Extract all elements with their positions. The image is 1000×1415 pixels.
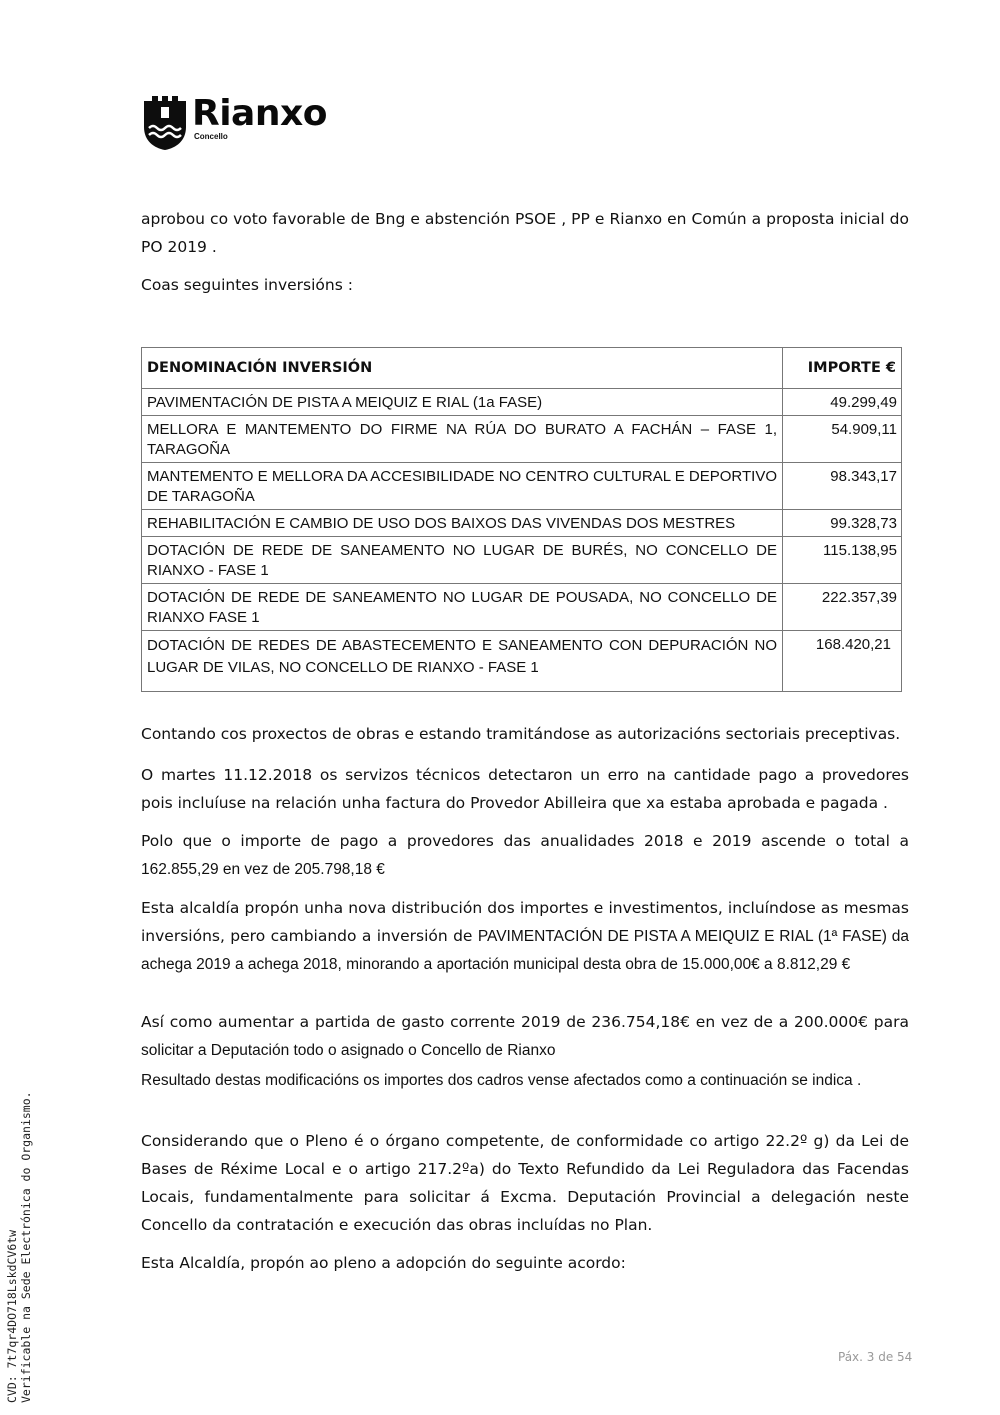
supplier-amount-values: 162.855,29 en vez de 205.798,18 € <box>141 861 385 878</box>
paragraph-approval: aprobou co voto favorable de Bng e abstención PSOE , PP e Rianxo en Común a proposta inicial do PO 2019 . <box>141 210 909 256</box>
paragraph-new-distribution <box>141 894 909 978</box>
paragraph-projects: Contando cos proxectos de obras e estando tramitándose as autorizacións sectoriais preceptivas. <box>141 725 901 743</box>
column-header-amount: IMPORTE € <box>783 348 902 389</box>
page-number: Páx. 3 de 54 <box>838 1350 913 1364</box>
investment-name: MELLORA E MANTEMENTO DO FIRME NA RÚA DO BURATO A FACHÁN – FASE 1, TARAGOÑA <box>142 416 783 463</box>
investment-name: MANTEMENTO E MELLORA DA ACCESIBILIDADE NO CENTRO CULTURAL E DEPORTIVO DE TARAGOÑA <box>142 463 783 510</box>
investment-name: DOTACIÓN DE REDES DE ABASTECEMENTO E SANEAMENTO CON DEPURACIÓN NO LUGAR DE VILAS, NO CONCELLO DE RIANXO - FASE 1 <box>142 631 783 692</box>
investment-amount: 168.420,21 <box>783 631 902 692</box>
supplier-amount-text: Polo que o importe de pago a provedores das anualidades 2018 e 2019 ascende o total a <box>141 832 909 850</box>
table-row <box>142 389 902 416</box>
table-row <box>142 416 902 463</box>
paragraph-investments-intro: Coas seguintes inversións : <box>141 276 353 294</box>
investment-name: DOTACIÓN DE REDE DE SANEAMENTO NO LUGAR DE BURÉS, NO CONCELLO DE RIANXO - FASE 1 <box>142 537 783 584</box>
paragraph-supplier-amount <box>141 827 909 884</box>
investment-amount: 98.343,17 <box>783 463 902 510</box>
rianxo-shield-icon <box>142 95 188 151</box>
table-row <box>142 584 902 631</box>
verifiable-note: Verificable na Sede Electrónica do Organismo. <box>19 1091 33 1403</box>
paragraph-error-detected: O martes 11.12.2018 os servizos técnicos detectaron un erro na cantidade pago a provedores pois incluíuse na relación unha factura do Provedor Abilleira que xa estaba aprobada e pagada . <box>141 766 909 812</box>
column-header-name: DENOMINACIÓN INVERSIÓN <box>142 348 783 389</box>
new-distribution-text: Esta alcaldía propón unha nova distribución dos importes e investimentos, incluíndose as mesmas inversións, pero cambiando a inversión de <box>141 899 909 945</box>
investment-amount: 49.299,49 <box>783 389 902 416</box>
investment-name: PAVIMENTACIÓN DE PISTA A MEIQUIZ E RIAL (1a FASE) <box>142 389 783 416</box>
logo-subtitle: Concello <box>194 132 228 141</box>
investment-name: REHABILITACIÓN E CAMBIO DE USO DOS BAIXOS DAS VIVENDAS DOS MESTRES <box>142 510 783 537</box>
paragraph-proposal: Esta Alcaldía, propón ao pleno a adopción do seguinte acordo: <box>141 1254 626 1272</box>
table-row <box>142 631 902 692</box>
verification-sidebar <box>5 1091 33 1403</box>
table-header-row <box>142 348 902 389</box>
investment-amount: 54.909,11 <box>783 416 902 463</box>
paragraph-current-expense <box>141 1008 909 1065</box>
paragraph-result: Resultado destas modificacións os importes dos cadros vense afectados como a continuación se indica . <box>141 1072 862 1089</box>
table-row <box>142 537 902 584</box>
investment-amount: 115.138,95 <box>783 537 902 584</box>
table-row <box>142 463 902 510</box>
logo-wordmark: Rianxo <box>192 93 327 134</box>
investments-table <box>141 347 902 692</box>
table-row <box>142 510 902 537</box>
new-distribution-detail: PAVIMENTACIÓN DE PISTA A MEIQUIZ E RIAL (1ª FASE) da achega 2019 a achega 2018, minorando a aportación municipal desta obra de 15.000,00€ a 8.812,29 € <box>141 928 909 973</box>
investment-amount: 222.357,39 <box>783 584 902 631</box>
current-expense-detail: solicitar a Deputación todo o asignado o Concello de Rianxo <box>141 1042 556 1059</box>
investment-amount: 99.328,73 <box>783 510 902 537</box>
cvd-code: CVD: 7t7qr4DO718LskdCV6tw <box>5 1229 19 1403</box>
concello-logo <box>142 95 352 155</box>
current-expense-text: Así como aumentar a partida de gasto corrente 2019 de 236.754,18€ en vez de a 200.000€ para <box>141 1013 909 1031</box>
paragraph-considering: Considerando que o Pleno é o órgano competente, de conformidade co artigo 22.2º g) da Lei de Bases de Réxime Local e o artigo 217.2ºa) do Texto Refundido da Lei Reguladora das Facendas Locais, fundamentalmente para solicitar á Excma. Deputación Provincial a delegación neste Concello da contratación e execución das obras incluídas no Plan. <box>141 1132 909 1234</box>
investment-name: DOTACIÓN DE REDE DE SANEAMENTO NO LUGAR DE POUSADA, NO CONCELLO DE RIANXO FASE 1 <box>142 584 783 631</box>
